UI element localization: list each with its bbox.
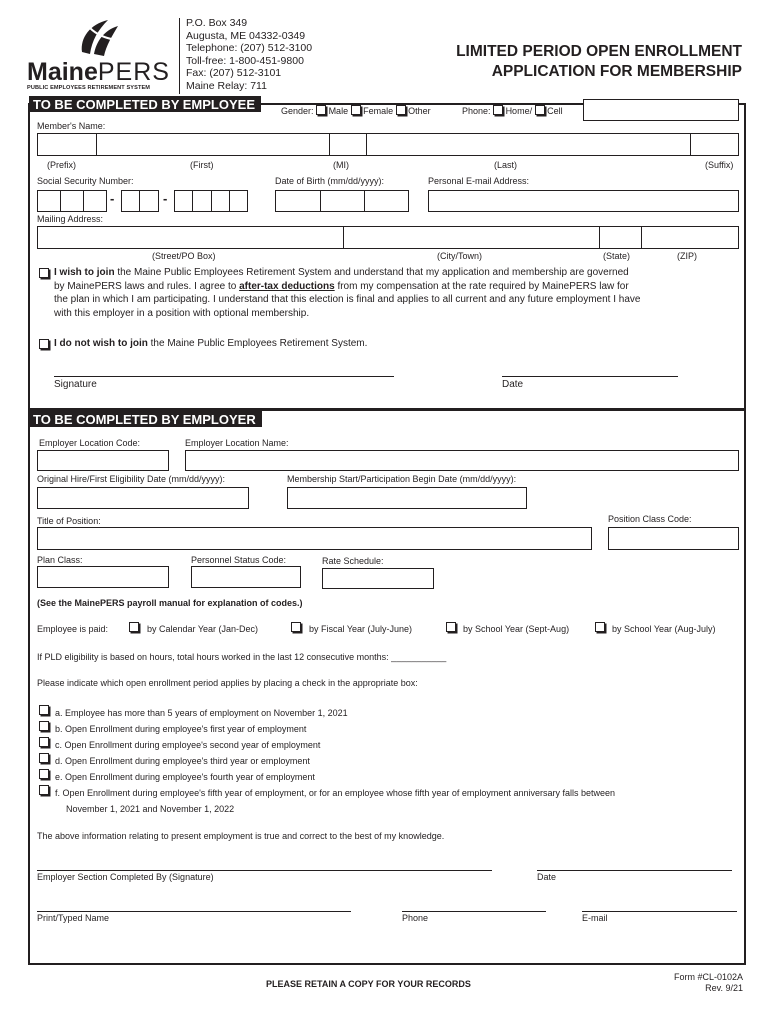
membership-start-label: Membership Start/Participation Begin Date (mm/dd/yyyy): [287, 474, 517, 484]
retain-copy-notice: PLEASE RETAIN A COPY FOR YOUR RECORDS [266, 979, 471, 989]
period-e-label: e. Open Enrollment during employee's fourth year of employment [55, 772, 315, 782]
email-input[interactable] [428, 190, 739, 212]
plan-class-label: Plan Class: [37, 555, 83, 565]
plan-class-input[interactable] [37, 566, 169, 588]
employer-signature-label: Employer Section Completed By (Signature) [37, 872, 214, 882]
do-not-join-bold-text: I do not wish to join [54, 338, 148, 349]
employer-phone-label: Phone [402, 913, 429, 923]
rate-schedule-input[interactable] [322, 568, 434, 589]
header-divider [179, 18, 180, 94]
join-bold-text: I wish to join [54, 267, 115, 278]
paid-calendar-label: by Calendar Year (Jan-Dec) [147, 624, 259, 634]
addr-street-caption: (Street/PO Box) [152, 251, 216, 261]
payroll-manual-note: (See the MainePERS payroll manual for explanation of codes.) [37, 598, 303, 608]
name-first-caption: (First) [190, 160, 214, 170]
form-title [456, 42, 742, 82]
employee-date-line[interactable] [502, 376, 678, 377]
gender-male-checkbox[interactable] [316, 105, 326, 115]
employer-section-label: TO BE COMPLETED BY EMPLOYER [29, 411, 262, 427]
employee-section-label: TO BE COMPLETED BY EMPLOYEE [29, 96, 261, 112]
revision-text: Rev. 9/21 [705, 983, 743, 993]
after-tax-deductions-text: after-tax deductions [239, 280, 335, 292]
employer-phone-line[interactable] [402, 911, 546, 912]
employer-date-line[interactable] [537, 870, 732, 871]
rate-schedule-label: Rate Schedule: [322, 556, 384, 566]
ssn-dash-1: - [110, 191, 115, 206]
location-code-input[interactable] [37, 450, 169, 471]
paid-fiscal-label: by Fiscal Year (July-June) [309, 624, 413, 634]
position-class-code-input[interactable] [608, 527, 739, 550]
period-f-checkbox[interactable] [39, 785, 49, 795]
period-d-checkbox[interactable] [39, 753, 49, 763]
join-text-line1: the Maine Public Employees Retirement System and understand that my application and membership are governed [114, 267, 629, 278]
phone-type-row [462, 105, 563, 117]
employer-signature-line[interactable] [37, 870, 492, 871]
paid-school-sept-checkbox[interactable] [446, 622, 456, 632]
members-name-label: Member's Name: [37, 121, 106, 131]
phone-cell-label: Cell [547, 106, 563, 116]
address-line: Telephone: (207) 512-3100 [186, 42, 313, 55]
gender-female-label: Female [363, 106, 394, 116]
logo-text-maine: Maine [27, 58, 98, 86]
period-f-label-cont: November 1, 2021 and November 1, 2022 [66, 804, 235, 814]
mailing-address-input[interactable] [37, 226, 739, 249]
join-text-line2b: from my compensation at the rate required by MainePERS law for [334, 280, 629, 292]
gender-other-checkbox[interactable] [396, 105, 406, 115]
join-text-line3: the plan in which I am participating. I understand that this election is final and applies to all current and any future employment I have [54, 294, 641, 306]
address-line: P.O. Box 349 [186, 17, 248, 29]
membership-start-input[interactable] [287, 487, 527, 509]
gender-row [281, 105, 431, 117]
location-name-input[interactable] [185, 450, 739, 471]
members-name-input[interactable] [37, 133, 739, 156]
gender-other-label: Other [408, 106, 431, 116]
period-d-label: d. Open Enrollment during employee's third year or employment [55, 756, 310, 766]
address-line: Fax: (207) 512-3101 [186, 67, 282, 80]
gender-female-checkbox[interactable] [351, 105, 361, 115]
name-last-caption: (Last) [494, 160, 518, 170]
addr-state-caption: (State) [603, 251, 631, 261]
employer-date-label: Date [537, 872, 557, 882]
location-name-label: Employer Location Name: [185, 438, 289, 448]
addr-zip-caption: (ZIP) [677, 251, 697, 261]
certification-statement: The above information relating to present employment is true and correct to the best of my knowledge. [37, 831, 445, 841]
logo-leaf-icon [78, 18, 122, 58]
period-a-label: a. Employee has more than 5 years of employment on November 1, 2021 [55, 708, 348, 718]
employer-email-label: E-mail [582, 913, 608, 923]
paid-label: Employee is paid: [37, 624, 109, 634]
phone-home-checkbox[interactable] [493, 105, 503, 115]
period-instructions: Please indicate which open enrollment period applies by placing a check in the appropriate box: [37, 678, 418, 688]
mailing-address-label: Mailing Address: [37, 214, 104, 224]
gender-male-label: Male [328, 106, 349, 116]
form-number [674, 972, 743, 994]
print-name-label: Print/Typed Name [37, 913, 110, 923]
position-title-label: Title of Position: [37, 516, 101, 526]
period-f-label: f. Open Enrollment during employee's fifth year of employment, or for an employee whose fifth year of employment anniversary falls between [55, 788, 615, 798]
address-line: Maine Relay: 711 [186, 79, 267, 92]
phone-label: Phone: [462, 106, 491, 116]
period-c-label: c. Open Enrollment during employee's second year of employment [55, 740, 321, 750]
phone-cell-checkbox[interactable] [535, 105, 545, 115]
print-name-line[interactable] [37, 911, 351, 912]
name-prefix-caption: (Prefix) [47, 160, 76, 170]
period-c-checkbox[interactable] [39, 737, 49, 747]
phone-home-label: Home/ [505, 106, 533, 116]
email-label: Personal E-mail Address: [428, 176, 530, 186]
join-text-line2a: by MainePERS laws and rules. I agree to [54, 280, 240, 292]
period-a-checkbox[interactable] [39, 705, 49, 715]
address-block [186, 17, 312, 93]
hire-date-input[interactable] [37, 487, 249, 509]
personnel-status-label: Personnel Status Code: [191, 555, 287, 565]
employee-signature-line[interactable] [54, 376, 394, 377]
address-line: Augusta, ME 04332-0349 [186, 29, 306, 42]
period-b-label: b. Open Enrollment during employee's first year of employment [55, 724, 307, 734]
form-number-text: Form #CL-0102A [673, 972, 743, 982]
personnel-status-input[interactable] [191, 566, 301, 588]
title-line-1: LIMITED PERIOD OPEN ENROLLMENT [456, 43, 742, 60]
dob-input[interactable] [275, 190, 409, 212]
paid-school-aug-checkbox[interactable] [595, 622, 605, 632]
gender-label: Gender: [281, 106, 314, 116]
addr-city-caption: (City/Town) [437, 251, 483, 261]
join-statement [54, 266, 744, 320]
paid-fiscal-checkbox[interactable] [291, 622, 301, 632]
logo-tagline: PUBLIC EMPLOYEES RETIREMENT SYSTEM [27, 85, 151, 91]
ssn-label: Social Security Number: [37, 176, 134, 186]
ssn-part2-input[interactable] [121, 190, 159, 212]
name-mi-caption: (MI) [333, 160, 349, 170]
employer-email-line[interactable] [582, 911, 737, 912]
position-title-input[interactable] [37, 527, 592, 550]
phone-number-input[interactable] [583, 99, 739, 121]
dob-label: Date of Birth (mm/dd/yyyy): [275, 176, 385, 186]
paid-calendar-checkbox[interactable] [129, 622, 139, 632]
hire-date-label: Original Hire/First Eligibility Date (mm/dd/yyyy): [37, 474, 226, 484]
join-text-line4: with this employer in a position with optional membership. [54, 307, 310, 319]
pld-hours-text: If PLD eligibility is based on hours, total hours worked in the last 12 consecutive months: ___________ [37, 652, 447, 662]
ssn-dash-2: - [163, 191, 168, 206]
address-line: Toll-free: 1-800-451-9800 [186, 54, 304, 67]
ssn-part3-input[interactable] [174, 190, 248, 212]
paid-school-sept-label: by School Year (Sept-Aug) [463, 624, 570, 634]
do-not-join-text: the Maine Public Employees Retirement System. [147, 338, 368, 349]
paid-school-aug-label: by School Year (Aug-July) [612, 624, 716, 634]
position-class-code-label: Position Class Code: [608, 514, 692, 524]
location-code-label: Employer Location Code: [39, 438, 141, 448]
do-not-join-statement [54, 337, 367, 351]
period-e-checkbox[interactable] [39, 769, 49, 779]
employee-signature-label: Signature [54, 379, 97, 390]
period-b-checkbox[interactable] [39, 721, 49, 731]
ssn-part1-input[interactable] [37, 190, 107, 212]
title-line-2: APPLICATION FOR MEMBERSHIP [491, 63, 742, 80]
employee-date-label: Date [502, 379, 524, 390]
join-checkbox[interactable] [39, 268, 49, 278]
do-not-join-checkbox[interactable] [39, 339, 49, 349]
logo-text-pers: PERS [97, 58, 170, 86]
name-suffix-caption: (Suffix) [705, 160, 734, 170]
